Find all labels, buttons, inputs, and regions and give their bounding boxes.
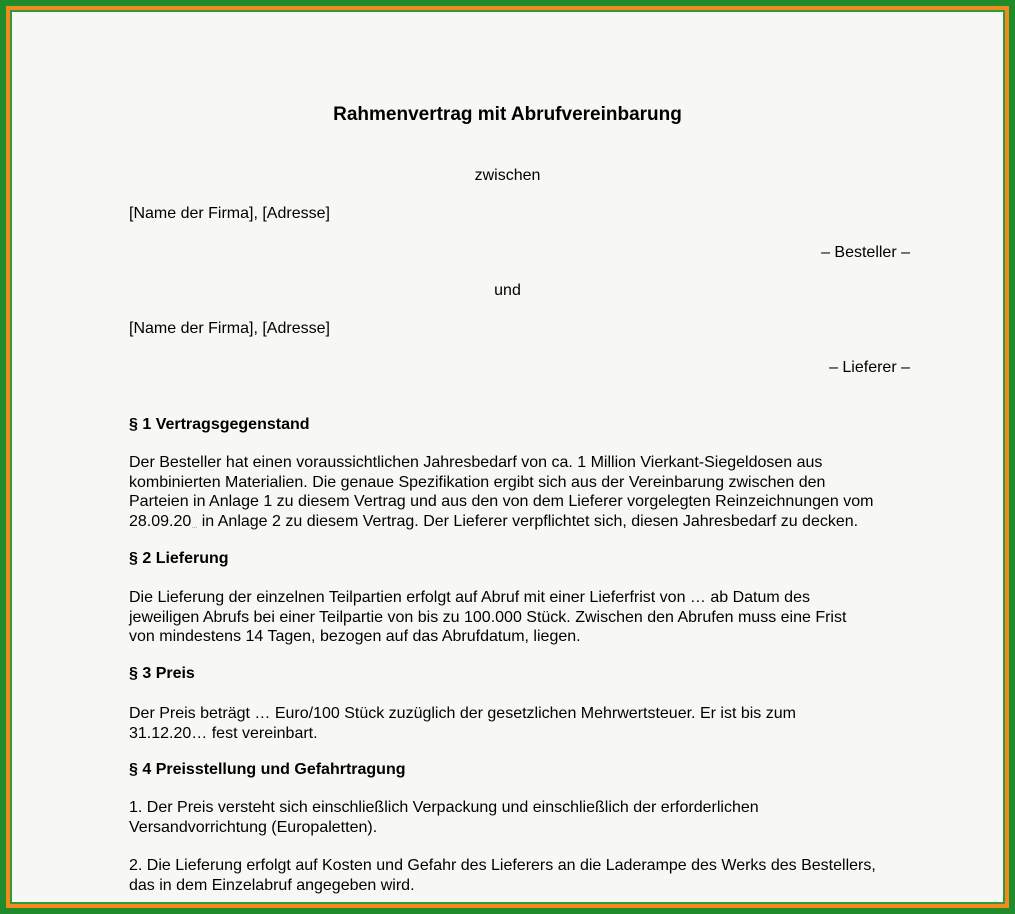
section-4-line: das in dem Einzelabruf angegeben wird. (129, 876, 415, 894)
section-3-line: Der Preis beträgt … Euro/100 Stück zuzüglich der gesetzlichen Mehrwertsteuer. Er ist bis zum (129, 705, 796, 722)
between-label: zwischen (474, 167, 541, 184)
section-1-line: Der Besteller hat einen voraussichtlichen Jahresbedarf von ca. 1 Million Vierkant-Siegeldosen aus (129, 454, 823, 471)
section-1-text (129, 453, 919, 537)
section-2-text (129, 588, 919, 647)
document-title: Rahmenvertrag mit Abrufvereinbarung (333, 104, 682, 125)
section-1-line-end: in Anlage 2 zu diesem Vertrag. Der Lieferer verpflichtet sich, diesen Jahresbedarf zu decken. (197, 512, 859, 530)
section-3-text (129, 704, 919, 743)
party1-role: – Besteller – (821, 244, 910, 261)
party1-name: [Name der Firma], [Adresse] (129, 205, 330, 222)
section-4-heading: § 4 Preisstellung und Gefahrtragung (129, 761, 406, 778)
and-label: und (494, 282, 521, 299)
section-1-line: kombinierten Materialien. Die genaue Spezifikation ergibt sich aus der Vereinbarung zwischen den (129, 473, 826, 491)
section-4-paragraph-2 (129, 856, 919, 895)
section-2-heading: § 2 Lieferung (129, 550, 229, 567)
section-1-line (129, 512, 919, 538)
section-2-line: Die Lieferung der einzelnen Teilpartien erfolgt auf Abruf mit einer Lieferfrist von … ab Datum des (129, 589, 810, 606)
section-1-ellipsis: … (191, 523, 198, 530)
section-4-paragraph-1 (129, 798, 919, 837)
section-1-date: 28.09.20 (129, 512, 192, 530)
section-4-line: 1. Der Preis versteht sich einschließlich Verpackung und einschließlich der erforderlichen (129, 799, 759, 816)
section-1-line: Parteien in Anlage 1 zu diesem Vertrag und aus den von dem Lieferer vorgelegten Reinzeichnungen vom (129, 493, 874, 511)
party2-name: [Name der Firma], [Adresse] (129, 320, 330, 337)
section-4-line: 2. Die Lieferung erfolgt auf Kosten und Gefahr des Lieferers an die Laderampe des Werks des Bestellers, (129, 857, 876, 874)
section-2-line: jeweiligen Abrufs bei einer Teilpartie von bis zu 100.000 Stück. Zwischen den Abrufen muss eine Frist (129, 608, 847, 626)
section-3-line: 31.12.20… fest vereinbart. (129, 724, 318, 742)
party2-role: – Lieferer – (829, 359, 910, 376)
section-3-heading: § 3 Preis (129, 665, 195, 682)
section-1-heading: § 1 Vertragsgegenstand (129, 416, 310, 433)
section-2-line: von mindestens 14 Tagen, bezogen auf das Abrufdatum, liegen. (129, 628, 581, 646)
section-4-line: Versandvorrichtung (Europaletten). (129, 818, 378, 836)
